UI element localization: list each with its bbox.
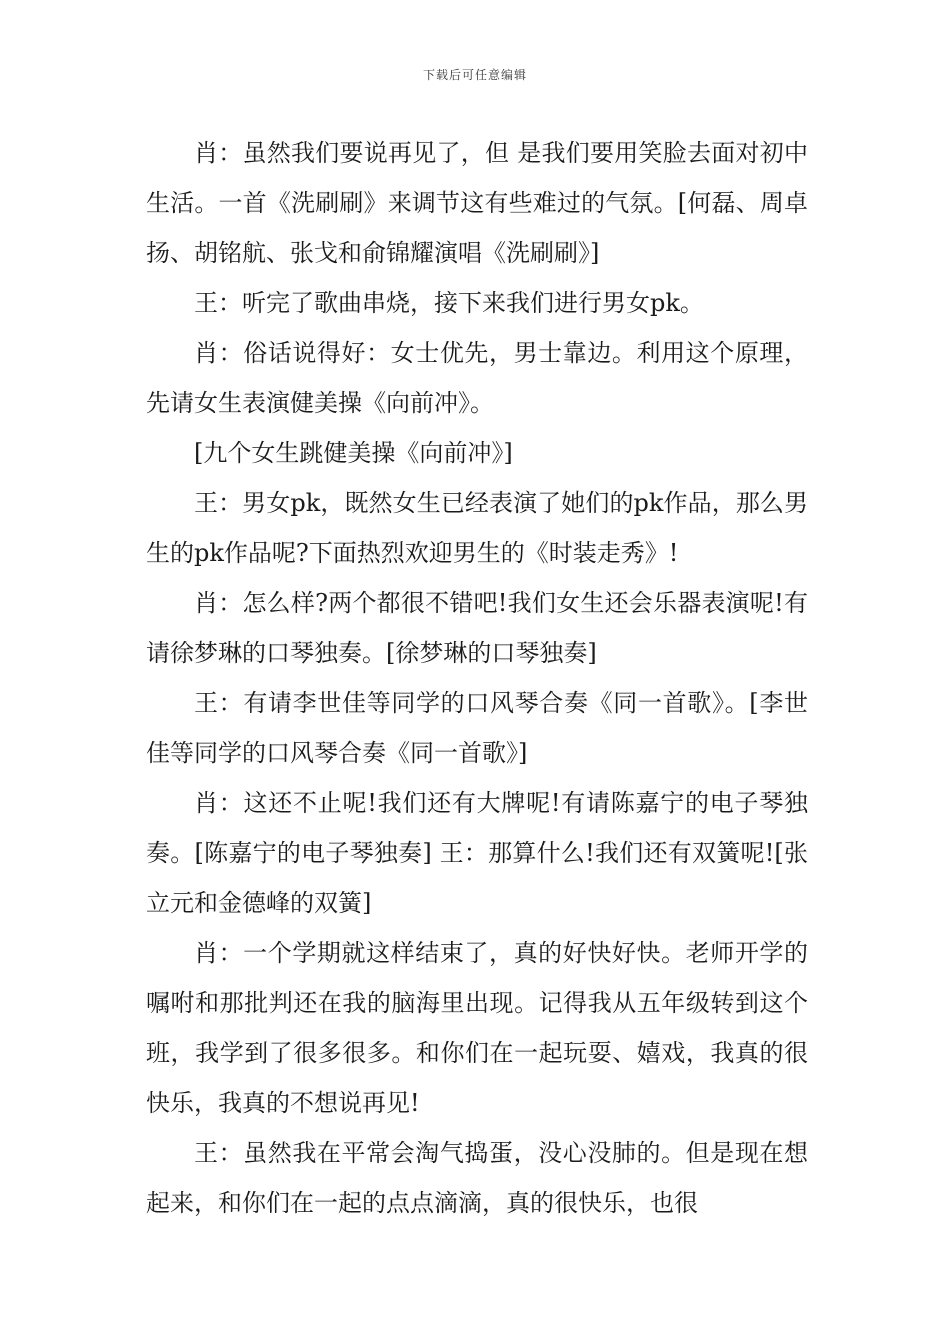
paragraph: 王：虽然我在平常会淘气捣蛋，没心没肺的。但是现在想起来，和你们在一起的点点滴滴，真的很快乐，也很 <box>146 1139 808 1217</box>
paragraph: 王：听完了歌曲串烧，接下来我们进行男女pk。 <box>194 289 704 317</box>
page-header: 下载后可任意编辑 <box>422 68 527 82</box>
paragraph: [九个女生跳健美操《向前冲》] <box>194 439 513 467</box>
paragraph: 肖：虽然我们要说再见了，但 是我们要用笑脸去面对初中生活。一首《洗刷刷》来调节这有些难过的气氛。[何磊、周卓扬、胡铭航、张戈和俞锦耀演唱《洗刷刷》] <box>146 139 808 267</box>
paragraph: 王：有请李世佳等同学的口风琴合奏《同一首歌》。[李世佳等同学的口风琴合奏《同一首歌》] <box>146 689 808 767</box>
paragraph: 肖：一个学期就这样结束了，真的好快好快。老师开学的嘱咐和那批判还在我的脑海里出现。记得我从五年级转到这个班，我学到了很多很多。和你们在一起玩耍、嬉戏，我真的很快乐，我真的不想说再见! <box>146 939 808 1117</box>
document-body <box>146 128 808 1228</box>
paragraph: 王：男女pk，既然女生已经表演了她们的pk作品，那么男生的pk作品呢?下面热烈欢迎男生的《时装走秀》! <box>146 489 808 567</box>
paragraph: 肖：俗话说得好：女士优先，男士靠边。利用这个原理，先请女生表演健美操《向前冲》。 <box>146 339 808 417</box>
paragraph: 肖：这还不止呢!我们还有大牌呢!有请陈嘉宁的电子琴独奏。[陈嘉宁的电子琴独奏] 王：那算什么!我们还有双簧呢![张立元和金德峰的双簧] <box>146 789 808 917</box>
paragraph: 肖：怎么样?两个都很不错吧!我们女生还会乐器表演呢!有请徐梦琳的口琴独奏。[徐梦琳的口琴独奏] <box>146 589 808 667</box>
